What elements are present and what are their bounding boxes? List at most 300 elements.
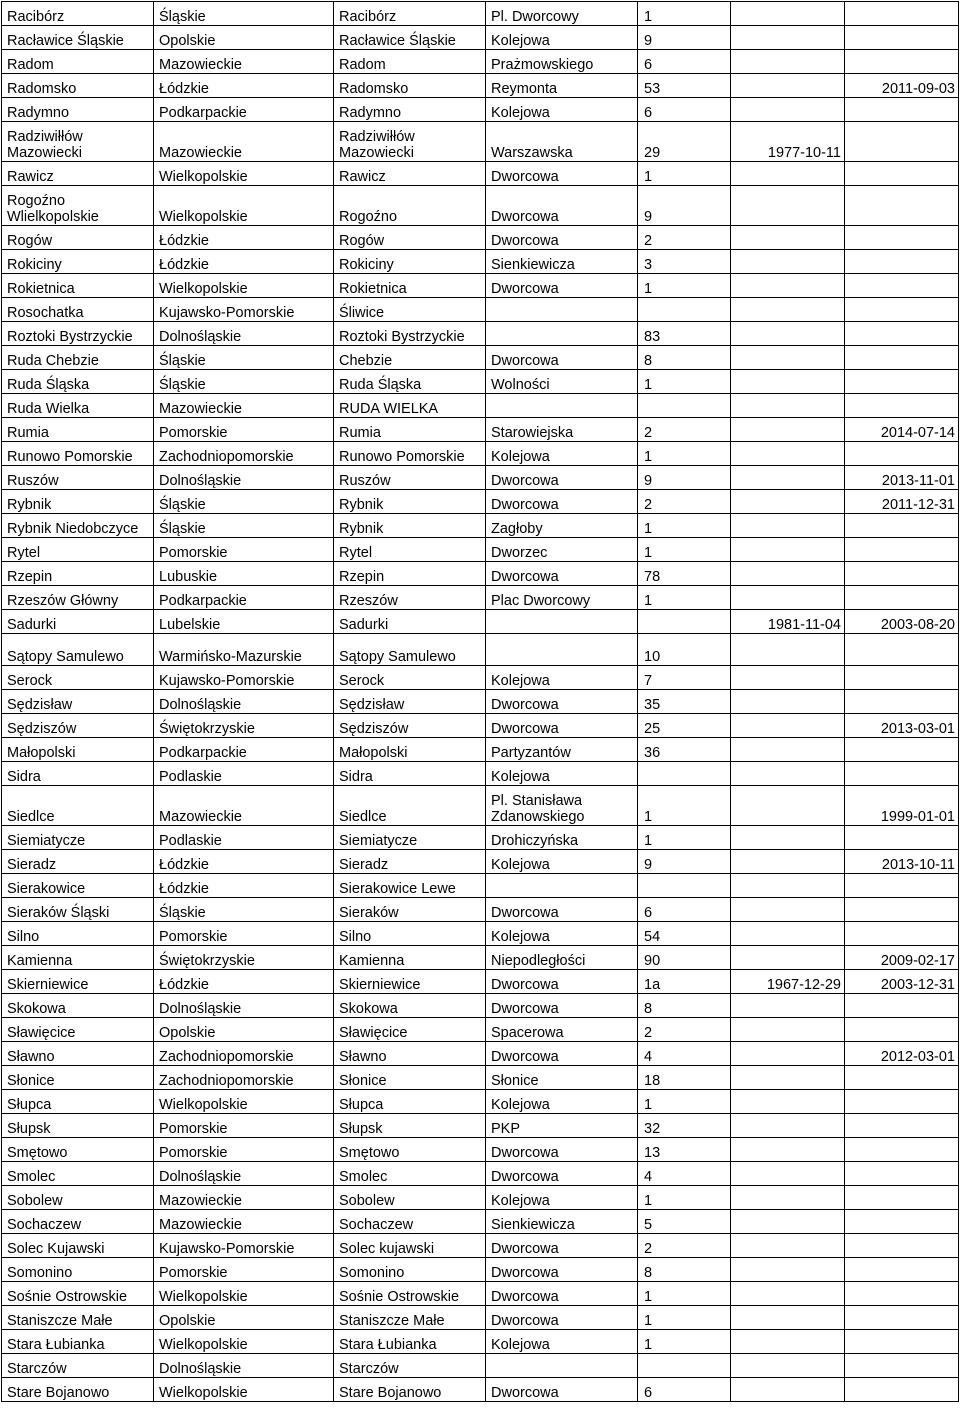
voivodeship-cell: Łódzkie <box>154 850 334 874</box>
voivodeship-cell: Zachodniopomorskie <box>154 1042 334 1066</box>
street-cell: Dworcowa <box>486 714 638 738</box>
date-to-cell: 2003-08-20 <box>845 610 959 634</box>
voivodeship-cell: Wielkopolskie <box>154 1282 334 1306</box>
voivodeship-cell: Podkarpackie <box>154 586 334 610</box>
date-from-cell <box>731 1186 845 1210</box>
table-row <box>2 1186 959 1210</box>
street-cell: Prażmowskiego <box>486 50 638 74</box>
date-from-cell: 1977-10-11 <box>731 122 845 162</box>
building-number-cell: 6 <box>638 1378 731 1402</box>
date-to-cell <box>845 514 959 538</box>
date-to-cell <box>845 298 959 322</box>
locality-cell: Smętowo <box>334 1138 486 1162</box>
locality-cell: Sobolew <box>334 1186 486 1210</box>
building-number-cell: 9 <box>638 26 731 50</box>
date-from-cell <box>731 1354 845 1378</box>
locality-cell: Sierakowice Lewe <box>334 874 486 898</box>
date-from-cell <box>731 586 845 610</box>
voivodeship-cell: Opolskie <box>154 1018 334 1042</box>
table-row <box>2 690 959 714</box>
date-from-cell <box>731 1234 845 1258</box>
date-to-cell <box>845 1282 959 1306</box>
street-cell: Dworcowa <box>486 466 638 490</box>
voivodeship-cell: Świętokrzyskie <box>154 714 334 738</box>
locality-cell: Runowo Pomorskie <box>334 442 486 466</box>
station-name-cell: Sierakowice <box>2 874 154 898</box>
table-row <box>2 922 959 946</box>
station-name-cell: Rogoźno Wlielkopolskie <box>2 186 154 226</box>
date-from-cell <box>731 298 845 322</box>
locality-cell: Sośnie Ostrowskie <box>334 1282 486 1306</box>
locality-cell: Sławięcice <box>334 1018 486 1042</box>
locality-cell: Radomsko <box>334 74 486 98</box>
date-from-cell <box>731 162 845 186</box>
date-from-cell <box>731 1018 845 1042</box>
building-number-cell: 6 <box>638 50 731 74</box>
station-name-cell: Rzeszów Główny <box>2 586 154 610</box>
building-number-cell: 7 <box>638 666 731 690</box>
building-number-cell: 9 <box>638 850 731 874</box>
table-row <box>2 514 959 538</box>
date-to-cell: 1999-01-01 <box>845 786 959 826</box>
date-from-cell: 1967-12-29 <box>731 970 845 994</box>
voivodeship-cell: Śląskie <box>154 346 334 370</box>
table-row <box>2 714 959 738</box>
voivodeship-cell: Pomorskie <box>154 1114 334 1138</box>
building-number-cell: 2 <box>638 226 731 250</box>
station-name-cell: Radymno <box>2 98 154 122</box>
table-row <box>2 970 959 994</box>
station-name-cell: Sieraków Śląski <box>2 898 154 922</box>
building-number-cell: 1 <box>638 586 731 610</box>
voivodeship-cell: Pomorskie <box>154 538 334 562</box>
building-number-cell: 54 <box>638 922 731 946</box>
date-to-cell <box>845 1162 959 1186</box>
building-number-cell: 2 <box>638 418 731 442</box>
date-from-cell <box>731 1306 845 1330</box>
date-from-cell <box>731 442 845 466</box>
voivodeship-cell: Opolskie <box>154 1306 334 1330</box>
date-from-cell <box>731 2 845 26</box>
station-name-cell: Małopolski <box>2 738 154 762</box>
voivodeship-cell: Pomorskie <box>154 418 334 442</box>
locality-cell: Sędziszów <box>334 714 486 738</box>
table-row <box>2 786 959 826</box>
table-row <box>2 370 959 394</box>
voivodeship-cell: Łódzkie <box>154 226 334 250</box>
date-to-cell <box>845 538 959 562</box>
voivodeship-cell: Pomorskie <box>154 1258 334 1282</box>
table-row <box>2 1138 959 1162</box>
date-from-cell <box>731 690 845 714</box>
locality-cell: Ruszów <box>334 466 486 490</box>
table-row <box>2 1114 959 1138</box>
building-number-cell <box>638 394 731 418</box>
building-number-cell: 1 <box>638 1282 731 1306</box>
date-from-cell <box>731 1378 845 1402</box>
date-to-cell <box>845 922 959 946</box>
street-cell: Dworcowa <box>486 562 638 586</box>
date-from-cell <box>731 946 845 970</box>
table-row <box>2 1378 959 1402</box>
street-cell: Dworcowa <box>486 1306 638 1330</box>
street-cell: Dworcowa <box>486 1258 638 1282</box>
stations-table <box>1 1 959 1402</box>
building-number-cell: 6 <box>638 98 731 122</box>
voivodeship-cell: Mazowieckie <box>154 122 334 162</box>
building-number-cell: 2 <box>638 490 731 514</box>
date-to-cell <box>845 1090 959 1114</box>
date-to-cell <box>845 1258 959 1282</box>
building-number-cell: 1 <box>638 2 731 26</box>
street-cell: Dworcowa <box>486 226 638 250</box>
locality-cell: Rawicz <box>334 162 486 186</box>
building-number-cell: 1 <box>638 1330 731 1354</box>
voivodeship-cell: Kujawsko-Pomorskie <box>154 1234 334 1258</box>
date-from-cell <box>731 466 845 490</box>
date-from-cell <box>731 1258 845 1282</box>
table-row <box>2 586 959 610</box>
table-row <box>2 994 959 1018</box>
table-row <box>2 186 959 226</box>
building-number-cell: 1 <box>638 786 731 826</box>
table-row <box>2 1042 959 1066</box>
table-row <box>2 1090 959 1114</box>
station-name-cell: Sławno <box>2 1042 154 1066</box>
locality-cell: Chebzie <box>334 346 486 370</box>
voivodeship-cell: Dolnośląskie <box>154 994 334 1018</box>
table-row <box>2 946 959 970</box>
building-number-cell: 1 <box>638 538 731 562</box>
date-from-cell <box>731 346 845 370</box>
date-to-cell <box>845 634 959 666</box>
station-name-cell: Stare Bojanowo <box>2 1378 154 1402</box>
table-row <box>2 26 959 50</box>
date-from-cell <box>731 850 845 874</box>
table-row <box>2 1282 959 1306</box>
locality-cell: Sadurki <box>334 610 486 634</box>
station-name-cell: Somonino <box>2 1258 154 1282</box>
street-cell: Spacerowa <box>486 1018 638 1042</box>
table-row <box>2 1354 959 1378</box>
voivodeship-cell: Świętokrzyskie <box>154 946 334 970</box>
building-number-cell: 1 <box>638 442 731 466</box>
table-row <box>2 162 959 186</box>
date-to-cell <box>845 1018 959 1042</box>
table-row <box>2 538 959 562</box>
date-from-cell <box>731 738 845 762</box>
street-cell: Kolejowa <box>486 1186 638 1210</box>
station-name-cell: Sędziszów <box>2 714 154 738</box>
table-row <box>2 250 959 274</box>
building-number-cell: 9 <box>638 466 731 490</box>
locality-cell: Solec kujawski <box>334 1234 486 1258</box>
street-cell: Pl. Dworcowy <box>486 2 638 26</box>
locality-cell: Silno <box>334 922 486 946</box>
building-number-cell <box>638 1354 731 1378</box>
date-to-cell <box>845 738 959 762</box>
voivodeship-cell: Dolnośląskie <box>154 1354 334 1378</box>
locality-cell: Roztoki Bystrzyckie <box>334 322 486 346</box>
date-from-cell <box>731 714 845 738</box>
street-cell: Kolejowa <box>486 1330 638 1354</box>
table-body <box>2 2 959 1402</box>
street-cell: Kolejowa <box>486 98 638 122</box>
date-to-cell <box>845 394 959 418</box>
voivodeship-cell: Śląskie <box>154 514 334 538</box>
table-row <box>2 346 959 370</box>
station-name-cell: Runowo Pomorskie <box>2 442 154 466</box>
date-from-cell <box>731 1042 845 1066</box>
voivodeship-cell: Podlaskie <box>154 826 334 850</box>
station-name-cell: Smętowo <box>2 1138 154 1162</box>
station-name-cell: Racibórz <box>2 2 154 26</box>
table-row <box>2 298 959 322</box>
station-name-cell: Skierniewice <box>2 970 154 994</box>
station-name-cell: Sędzisław <box>2 690 154 714</box>
building-number-cell: 4 <box>638 1162 731 1186</box>
table-row <box>2 442 959 466</box>
building-number-cell: 2 <box>638 1234 731 1258</box>
locality-cell: Radziwiłłów Mazowiecki <box>334 122 486 162</box>
table-row <box>2 826 959 850</box>
building-number-cell: 1a <box>638 970 731 994</box>
station-name-cell: Sadurki <box>2 610 154 634</box>
street-cell: Dworcowa <box>486 1282 638 1306</box>
date-to-cell: 2013-11-01 <box>845 466 959 490</box>
locality-cell: Sieradz <box>334 850 486 874</box>
voivodeship-cell: Zachodniopomorskie <box>154 442 334 466</box>
street-cell: Niepodległości <box>486 946 638 970</box>
building-number-cell: 8 <box>638 346 731 370</box>
street-cell: Kolejowa <box>486 922 638 946</box>
table-row <box>2 418 959 442</box>
date-from-cell <box>731 74 845 98</box>
station-name-cell: Skokowa <box>2 994 154 1018</box>
street-cell: Dworcowa <box>486 1162 638 1186</box>
date-from-cell <box>731 922 845 946</box>
building-number-cell <box>638 874 731 898</box>
date-to-cell <box>845 26 959 50</box>
date-from-cell <box>731 666 845 690</box>
building-number-cell: 3 <box>638 250 731 274</box>
date-to-cell: 2011-09-03 <box>845 74 959 98</box>
table-row <box>2 1330 959 1354</box>
date-to-cell: 2013-10-11 <box>845 850 959 874</box>
station-name-cell: Radziwiłłów Mazowiecki <box>2 122 154 162</box>
street-cell: Dworcowa <box>486 994 638 1018</box>
locality-cell: Rokiciny <box>334 250 486 274</box>
table-row <box>2 762 959 786</box>
date-from-cell <box>731 1066 845 1090</box>
date-from-cell <box>731 250 845 274</box>
locality-cell: Sidra <box>334 762 486 786</box>
locality-cell: Siemiatycze <box>334 826 486 850</box>
date-to-cell <box>845 322 959 346</box>
station-name-cell: Stara Łubianka <box>2 1330 154 1354</box>
table-row <box>2 1018 959 1042</box>
voivodeship-cell: Śląskie <box>154 2 334 26</box>
voivodeship-cell: Kujawsko-Pomorskie <box>154 298 334 322</box>
voivodeship-cell: Zachodniopomorskie <box>154 1066 334 1090</box>
station-name-cell: Rogów <box>2 226 154 250</box>
street-cell: Dworcowa <box>486 274 638 298</box>
station-name-cell: Racławice Śląskie <box>2 26 154 50</box>
date-from-cell <box>731 50 845 74</box>
locality-cell: Rzepin <box>334 562 486 586</box>
date-to-cell <box>845 122 959 162</box>
locality-cell: Sątopy Samulewo <box>334 634 486 666</box>
voivodeship-cell: Łódzkie <box>154 74 334 98</box>
street-cell <box>486 322 638 346</box>
street-cell: Warszawska <box>486 122 638 162</box>
station-name-cell: Ruda Śląska <box>2 370 154 394</box>
date-to-cell <box>845 186 959 226</box>
date-from-cell <box>731 538 845 562</box>
street-cell: Sienkiewicza <box>486 250 638 274</box>
locality-cell: Rytel <box>334 538 486 562</box>
date-to-cell: 2014-07-14 <box>845 418 959 442</box>
locality-cell: Siedlce <box>334 786 486 826</box>
date-to-cell <box>845 442 959 466</box>
station-name-cell: Słupsk <box>2 1114 154 1138</box>
station-name-cell: Rokiciny <box>2 250 154 274</box>
voivodeship-cell: Wielkopolskie <box>154 1378 334 1402</box>
locality-cell: Słonice <box>334 1066 486 1090</box>
table-row <box>2 98 959 122</box>
voivodeship-cell: Dolnośląskie <box>154 1162 334 1186</box>
table-row <box>2 1234 959 1258</box>
date-to-cell: 2003-12-31 <box>845 970 959 994</box>
station-name-cell: Sławięcice <box>2 1018 154 1042</box>
voivodeship-cell: Dolnośląskie <box>154 322 334 346</box>
date-from-cell <box>731 226 845 250</box>
locality-cell: Kamienna <box>334 946 486 970</box>
table-row <box>2 322 959 346</box>
date-from-cell <box>731 186 845 226</box>
date-to-cell <box>845 370 959 394</box>
building-number-cell: 29 <box>638 122 731 162</box>
street-cell: Pl. Stanisława Zdanowskiego <box>486 786 638 826</box>
date-to-cell <box>845 898 959 922</box>
table-row <box>2 122 959 162</box>
station-name-cell: Sośnie Ostrowskie <box>2 1282 154 1306</box>
street-cell: Zagłoby <box>486 514 638 538</box>
locality-cell: Somonino <box>334 1258 486 1282</box>
street-cell: Dworcowa <box>486 898 638 922</box>
building-number-cell: 5 <box>638 1210 731 1234</box>
street-cell: Dworcowa <box>486 162 638 186</box>
date-to-cell <box>845 274 959 298</box>
date-to-cell <box>845 1234 959 1258</box>
voivodeship-cell: Lubuskie <box>154 562 334 586</box>
locality-cell: Słupsk <box>334 1114 486 1138</box>
voivodeship-cell: Wielkopolskie <box>154 274 334 298</box>
building-number-cell: 1 <box>638 370 731 394</box>
date-from-cell <box>731 98 845 122</box>
station-name-cell: Sobolew <box>2 1186 154 1210</box>
locality-cell: Sochaczew <box>334 1210 486 1234</box>
building-number-cell: 1 <box>638 1186 731 1210</box>
street-cell: Dworcowa <box>486 690 638 714</box>
building-number-cell: 10 <box>638 634 731 666</box>
building-number-cell: 8 <box>638 994 731 1018</box>
voivodeship-cell: Mazowieckie <box>154 786 334 826</box>
street-cell: Dworzec <box>486 538 638 562</box>
date-from-cell <box>731 826 845 850</box>
street-cell: Kolejowa <box>486 850 638 874</box>
table-row <box>2 2 959 26</box>
building-number-cell: 1 <box>638 162 731 186</box>
date-from-cell <box>731 274 845 298</box>
date-to-cell <box>845 50 959 74</box>
date-from-cell <box>731 1282 845 1306</box>
date-to-cell: 2013-03-01 <box>845 714 959 738</box>
date-from-cell: 1981-11-04 <box>731 610 845 634</box>
station-name-cell: Solec Kujawski <box>2 1234 154 1258</box>
station-name-cell: Ruda Chebzie <box>2 346 154 370</box>
table-row <box>2 610 959 634</box>
street-cell: Dworcowa <box>486 1378 638 1402</box>
locality-cell: Radymno <box>334 98 486 122</box>
station-name-cell: Ruszów <box>2 466 154 490</box>
station-name-cell: Słonice <box>2 1066 154 1090</box>
locality-cell: Rybnik <box>334 490 486 514</box>
table-row <box>2 490 959 514</box>
station-name-cell: Rybnik Niedobczyce <box>2 514 154 538</box>
date-from-cell <box>731 898 845 922</box>
building-number-cell <box>638 762 731 786</box>
street-cell <box>486 298 638 322</box>
voivodeship-cell: Mazowieckie <box>154 1186 334 1210</box>
date-from-cell <box>731 418 845 442</box>
date-to-cell <box>845 1138 959 1162</box>
street-cell: PKP <box>486 1114 638 1138</box>
voivodeship-cell: Dolnośląskie <box>154 690 334 714</box>
voivodeship-cell: Łódzkie <box>154 970 334 994</box>
street-cell: Starowiejska <box>486 418 638 442</box>
locality-cell: Rokietnica <box>334 274 486 298</box>
locality-cell: Rumia <box>334 418 486 442</box>
locality-cell: Stare Bojanowo <box>334 1378 486 1402</box>
street-cell: Sienkiewicza <box>486 1210 638 1234</box>
voivodeship-cell: Pomorskie <box>154 1138 334 1162</box>
building-number-cell: 90 <box>638 946 731 970</box>
date-to-cell <box>845 162 959 186</box>
building-number-cell <box>638 298 731 322</box>
locality-cell: Radom <box>334 50 486 74</box>
voivodeship-cell: Podlaskie <box>154 762 334 786</box>
street-cell: Dworcowa <box>486 346 638 370</box>
locality-cell: Śliwice <box>334 298 486 322</box>
table-row <box>2 1258 959 1282</box>
voivodeship-cell: Dolnośląskie <box>154 466 334 490</box>
date-to-cell <box>845 994 959 1018</box>
street-cell: Dworcowa <box>486 1042 638 1066</box>
table-row <box>2 1066 959 1090</box>
street-cell: Plac Dworcowy <box>486 586 638 610</box>
street-cell: Kolejowa <box>486 666 638 690</box>
street-cell: Dworcowa <box>486 1138 638 1162</box>
voivodeship-cell: Podkarpackie <box>154 738 334 762</box>
building-number-cell: 25 <box>638 714 731 738</box>
station-name-cell: Rybnik <box>2 490 154 514</box>
street-cell: Partyzantów <box>486 738 638 762</box>
street-cell <box>486 1354 638 1378</box>
locality-cell: Rogów <box>334 226 486 250</box>
date-to-cell <box>845 250 959 274</box>
voivodeship-cell: Wielkopolskie <box>154 1330 334 1354</box>
